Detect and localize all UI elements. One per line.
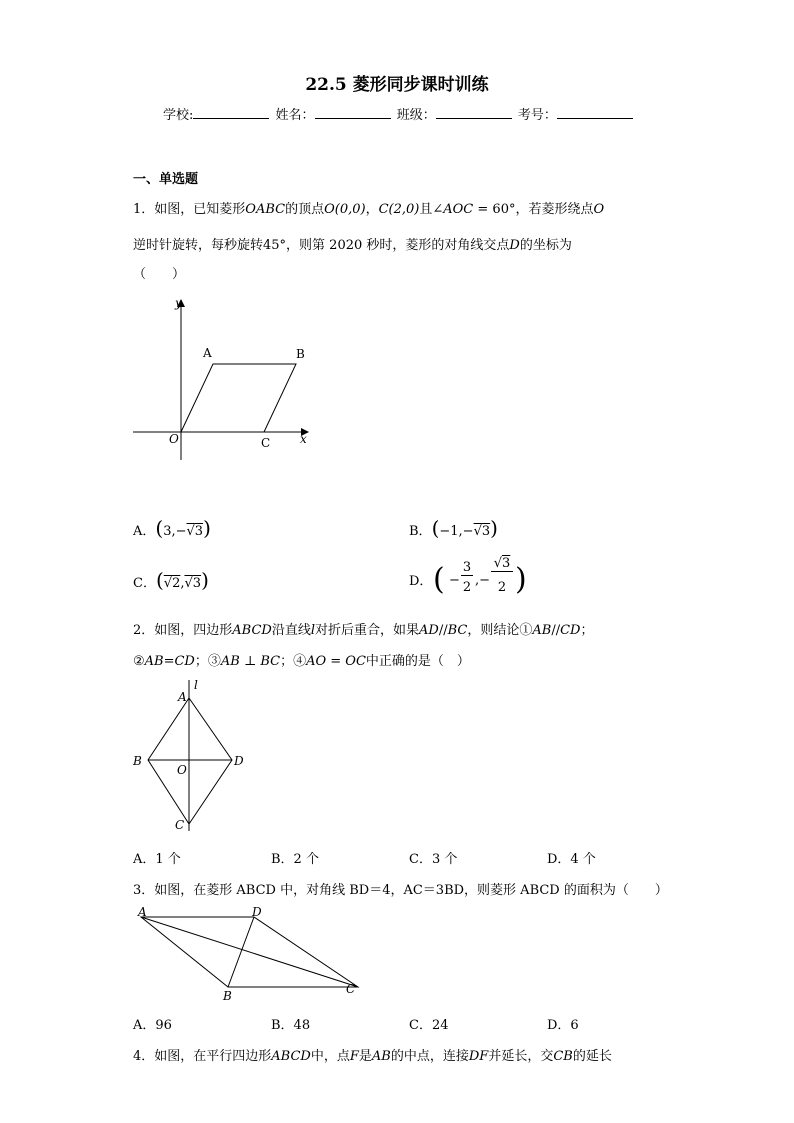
name-blank[interactable] <box>315 106 391 119</box>
q1-figure <box>128 295 318 465</box>
option-label: C． <box>133 576 156 591</box>
diagonal-ac <box>141 917 358 987</box>
q4-line1 <box>133 1045 612 1064</box>
option-label: A． <box>133 524 156 539</box>
q2-math: CD <box>560 623 581 638</box>
point-o-label: O <box>177 763 187 777</box>
page-title: 22.5 菱形同步课时训练 <box>305 75 489 95</box>
school-blank[interactable] <box>193 106 269 119</box>
sqrt-icon: √2 <box>163 576 181 591</box>
q1-math: C(2,0) <box>378 202 420 217</box>
q1-math: D <box>509 238 520 253</box>
q3-figure <box>132 902 362 1004</box>
q2-line2 <box>133 650 470 669</box>
sqrt-icon: √3 <box>186 524 204 539</box>
q3-option-d[interactable]: D．6 <box>547 1018 579 1033</box>
number-blank[interactable] <box>557 106 633 119</box>
option-label: D． <box>409 574 433 589</box>
q1-math: OABC <box>245 202 286 217</box>
point-b-label: B <box>296 347 305 361</box>
q2-math: AB ⊥ BC <box>220 654 281 669</box>
q1-math: O <box>593 202 605 217</box>
sqrt-icon: √3 <box>473 524 491 539</box>
point-b-label: B <box>133 754 142 768</box>
q4-math: AB <box>371 1049 391 1064</box>
section-heading: 一、单选题 <box>133 172 199 187</box>
y-axis-label: y <box>175 296 182 310</box>
school-label: 学校: <box>163 108 194 123</box>
q1-option-c[interactable]: C．(√2,√3) <box>133 568 209 592</box>
point-c-label: C <box>261 436 271 450</box>
point-c-label: C <box>175 818 185 832</box>
line-l-label: l <box>194 678 198 692</box>
q2-option-d[interactable]: D．4 个 <box>547 852 596 867</box>
q1-option-a[interactable]: A．(3,−√3) <box>133 516 211 540</box>
q4-math: CB <box>553 1049 573 1064</box>
q2-math: l <box>310 623 316 638</box>
sqrt-icon: √3 <box>491 556 513 572</box>
point-d-label: D <box>252 905 262 919</box>
point-a-label: A <box>178 690 187 704</box>
q2-option-a[interactable]: A．1 个 <box>133 852 181 867</box>
q2-text: ；④ <box>280 654 307 669</box>
q3-option-a[interactable]: A．96 <box>133 1018 172 1033</box>
option-value: 3 <box>462 560 472 575</box>
rhombus-oabc <box>181 364 296 432</box>
q1-text: = 60°，若菱形绕点 <box>473 202 594 217</box>
option-value: 2 <box>497 580 507 595</box>
q4-text: 是 <box>358 1049 372 1064</box>
q1-text: 且∠ <box>419 202 444 217</box>
q4-text: 的延长 <box>572 1049 612 1064</box>
q2-text: ② <box>133 654 145 669</box>
q4-text: 中，点 <box>310 1049 350 1064</box>
q2-math: // <box>438 623 448 638</box>
option-value: 2 <box>172 576 181 591</box>
q2-text: 2．如图，四边形 <box>133 623 233 638</box>
q2-text: 中正确的是（ ） <box>365 654 470 669</box>
option-label: B． <box>409 524 432 539</box>
q2-figure <box>128 676 258 836</box>
q1-option-b[interactable]: B．(−1,−√3) <box>409 516 498 540</box>
point-d-label: D <box>234 754 244 768</box>
q4-math: F <box>349 1049 359 1064</box>
q4-math: ABCD <box>271 1049 311 1064</box>
q2-math: AD <box>419 623 439 638</box>
point-a-label: A <box>203 346 212 360</box>
q2-option-c[interactable]: C．3 个 <box>409 852 458 867</box>
q4-text: 并延长，交 <box>488 1049 554 1064</box>
q2-math: BC <box>447 623 468 638</box>
q3-line1: 3．如图，在菱形 ABCD 中，对角线 BD＝4，AC＝3BD，则菱形 ABCD 的面积为（ ） <box>133 883 668 898</box>
q1-math: AOC <box>443 202 474 217</box>
q2-math: ABCD <box>232 623 272 638</box>
sqrt-icon: √3 <box>184 576 202 591</box>
q2-text: ；③ <box>194 654 221 669</box>
q1-answer-paren: （ ） <box>133 267 186 282</box>
student-info-line <box>163 104 635 123</box>
q2-text: 沿直线 <box>271 623 311 638</box>
x-axis-label: x <box>300 432 307 446</box>
q2-text: ； <box>580 623 594 638</box>
point-c-label: C <box>346 982 356 996</box>
q3-option-b[interactable]: B．48 <box>271 1018 311 1033</box>
q1-text: 的顶点 <box>285 202 325 217</box>
q1-text: ， <box>365 202 379 217</box>
q2-text: ，则结论① <box>467 623 533 638</box>
number-label: 考号： <box>517 108 557 123</box>
point-a-label: A <box>138 905 147 919</box>
class-label: 班级： <box>396 108 436 123</box>
class-blank[interactable] <box>436 106 512 119</box>
q1-text: 1．如图，已知菱形 <box>133 202 246 217</box>
quadrilateral-abcd <box>148 698 232 824</box>
q4-text: 的中点，连接 <box>390 1049 469 1064</box>
name-label: 姓名： <box>275 108 315 123</box>
q2-math: AB <box>532 623 552 638</box>
q2-math: // <box>551 623 561 638</box>
q1-text: 的坐标为 <box>519 238 572 253</box>
q2-math: AO = OC <box>306 654 366 669</box>
q2-math: AB=CD <box>144 654 195 669</box>
q1-line2 <box>133 234 572 253</box>
q3-option-c[interactable]: C．24 <box>409 1018 449 1033</box>
option-value: 3 <box>194 524 204 539</box>
q1-text: 逆时针旋转，每秒旋转45°，则第 2020 秒时，菱形的对角线交点 <box>133 238 510 253</box>
q2-text: 对折后重合，如果 <box>315 623 420 638</box>
option-value: 3,− <box>163 524 187 539</box>
option-value: 3 <box>481 524 491 539</box>
option-value: −1,− <box>439 524 474 539</box>
q2-option-b[interactable]: B．2 个 <box>271 852 319 867</box>
option-value: 3 <box>192 576 202 591</box>
q1-line1 <box>133 198 604 217</box>
q1-math: O(0,0) <box>324 202 366 217</box>
point-o-label: O <box>169 432 179 446</box>
option-value: 2 <box>462 580 472 595</box>
q4-text: 4．如图，在平行四边形 <box>133 1049 272 1064</box>
q4-math: DF <box>468 1049 489 1064</box>
point-b-label: B <box>223 989 232 1003</box>
q2-line1 <box>133 619 594 638</box>
option-value: 3 <box>502 556 511 571</box>
